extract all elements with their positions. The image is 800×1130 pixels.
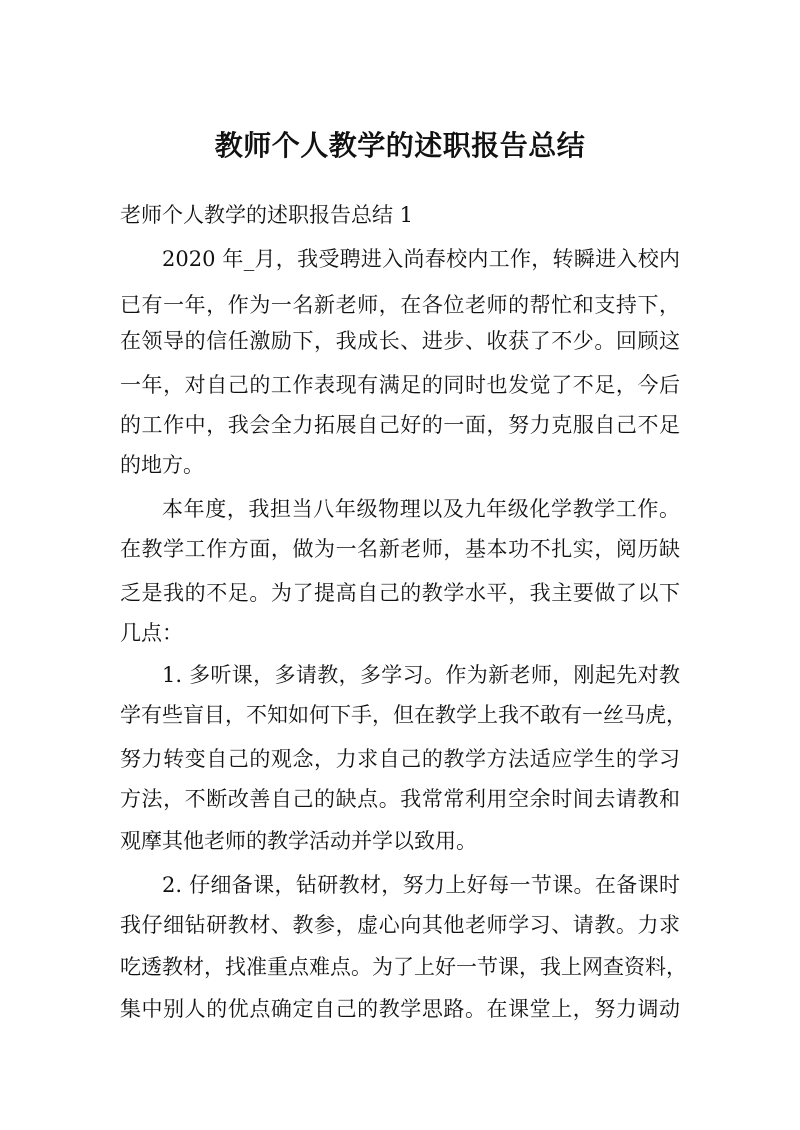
paragraph-line: 几点： — [120, 621, 183, 645]
paragraph-line: 我仔细钻研教材、教参，虚心向其他老师学习、请教。力求 — [120, 913, 680, 937]
paragraph-line: 1. 多听课，多请教，多学习。作为新老师，刚起先对教 — [162, 663, 680, 687]
paragraph-line: 的工作中，我会全力拓展自己好的一面，努力克服自己不足 — [120, 413, 680, 437]
paragraph-line: 本年度，我担当八年级物理以及九年级化学教学工作。 — [162, 497, 680, 521]
paragraph-line: 在教学工作方面，做为一名新老师，基本功不扎实，阅历缺 — [120, 537, 680, 561]
paragraph-line: 学有些盲目，不知如何下手，但在教学上我不敢有一丝马虎， — [120, 703, 687, 727]
document-title: 教师个人教学的述职报告总结 — [214, 129, 586, 162]
paragraph-line: 在领导的信任激励下，我成长、进步、收获了不少。回顾这 — [120, 329, 680, 353]
paragraph-line: 已有一年，作为一名新老师，在各位老师的帮忙和支持下， — [120, 293, 680, 317]
paragraph-line: 乏是我的不足。为了提高自己的教学水平，我主要做了以下 — [120, 581, 680, 605]
section-heading: 老师个人教学的述职报告总结 1 — [120, 203, 414, 227]
paragraph-line: 吃透教材，找准重点难点。为了上好一节课，我上网查资料， — [120, 955, 687, 979]
paragraph-line: 一年，对自己的工作表现有满足的同时也发觉了不足，今后 — [120, 373, 680, 397]
paragraph-line: 观摩其他老师的教学活动并学以致用。 — [120, 829, 477, 853]
paragraph-line: 集中别人的优点确定自己的教学思路。在课堂上，努力调动 — [120, 997, 680, 1021]
paragraph-line: 的地方。 — [120, 453, 204, 477]
paragraph-line: 方法，不断改善自己的缺点。我常常利用空余时间去请教和 — [120, 787, 680, 811]
paragraph-line: 2020 年_月，我受聘进入尚春校内工作，转瞬进入校内 — [162, 247, 680, 271]
paragraph-line: 努力转变自己的观念，力求自己的教学方法适应学生的学习 — [120, 747, 680, 771]
paragraph-line: 2. 仔细备课，钻研教材，努力上好每一节课。在备课时 — [162, 873, 680, 897]
